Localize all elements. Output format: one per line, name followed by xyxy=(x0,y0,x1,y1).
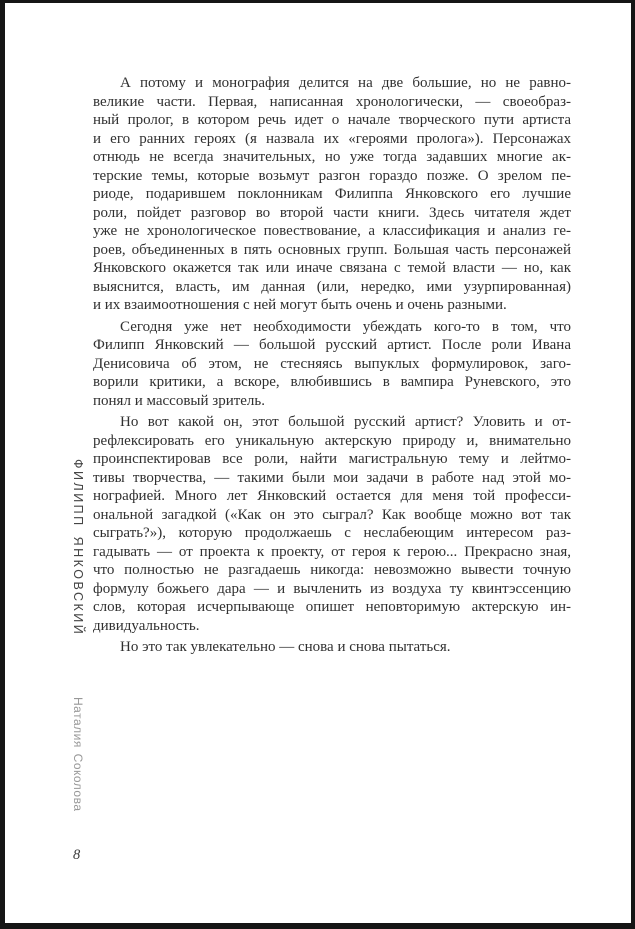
text-line: ный пролог, в котором речь идет о начале творческого пути артиста xyxy=(93,112,571,128)
paragraph-2 xyxy=(93,318,571,411)
text-line: Но это так увлекательно — снова и снова пытаться. xyxy=(120,639,451,655)
text-line: и его ранних героях (я назвала их «героями пролога»). Персонажах xyxy=(93,130,571,147)
text-line: понял и массовый зритель. xyxy=(93,392,266,409)
text-line: роев, объединенных в пять основных групп. Большая часть персонажей xyxy=(93,241,571,258)
text-line: Денисовича об этом, не стесняясь выпуклых формулировок, заго- xyxy=(93,355,571,372)
text-line: великие части. Первая, написанная хронологически, — своеобраз- xyxy=(93,93,571,110)
text-line: что полностью не разгадаешь никогда: невозможно вывести точную xyxy=(93,562,571,578)
text-line: уже не хронологическое повествование, а классификация и анализ ге- xyxy=(93,223,571,239)
text-line: ворили критики, а вскоре, влюбившись в вампира Руневского, это xyxy=(93,374,571,390)
paragraph-3 xyxy=(93,413,571,635)
vertical-author-name: Наталия Соколова xyxy=(71,697,85,812)
paragraph-4 xyxy=(93,638,571,657)
text-line: Но вот какой он, этот большой русский артист? Уловить и от- xyxy=(120,414,571,430)
text-line: ональной загадкой («Как он это сыграл? Как вообще можно вот так xyxy=(93,506,571,523)
text-line: слов, которая исчерпывающе опишет неповторимую актерскую ин- xyxy=(93,599,571,615)
text-line: Филипп Янковский — большой русский артист. После роли Ивана xyxy=(93,337,571,353)
text-line: терские темы, которые возьмут разгон гораздо позже. О зрелом пе- xyxy=(93,167,571,184)
page-number: 8 xyxy=(73,847,81,863)
text-line: выяснится, власть, им данная (или, нередко, ими узурпированная) xyxy=(93,278,571,295)
text-line: роли, пойдет разговор во второй части книги. Здесь читателя ждет xyxy=(93,204,571,221)
text-line: гадывать — от проекта к проекту, от героя к герою... Прекрасно зная, xyxy=(93,543,571,560)
text-line: и их взаимоотношения с ней могут быть очень и очень разными. xyxy=(93,297,507,313)
text-line: рефлексировать его уникальную актерскую природу и, внимательно xyxy=(93,432,571,449)
text-line: формулу божьего дара — и вычленить из воздуха ту квинтэссенцию xyxy=(93,580,571,597)
text-line: нографией. Много лет Янковский остается для меня той професси- xyxy=(93,488,571,504)
text-line: тивы творчества, — такими были мои задачи в работе над этой мо- xyxy=(93,469,571,486)
text-line: дивидуальность. xyxy=(93,617,200,634)
text-line: Янковского окажется так или иначе связана с темой власти — но, как xyxy=(93,260,571,276)
text-line: проинспектировав все роли, найти магистральную тему и лейтмо- xyxy=(93,451,571,467)
book-page xyxy=(5,3,631,923)
paragraph-1 xyxy=(93,74,571,315)
text-line: А потому и монография делится на две большие, но не равно- xyxy=(120,75,571,91)
body-text xyxy=(93,74,571,660)
text-line: риоде, подарившем поклонникам Филиппа Янковского его лучшие xyxy=(93,186,571,202)
text-line: Сегодня уже нет необходимости убеждать кого-то в том, что xyxy=(120,318,571,335)
vertical-book-title: ФИЛИПП ЯНКОВСКИЙ xyxy=(71,459,85,637)
text-line: отнюдь не всегда значительных, но уже тогда задавших многие ак- xyxy=(93,149,571,165)
text-line: сыграть?»), которую продолжаешь с неслабеющим интересом раз- xyxy=(93,525,571,541)
